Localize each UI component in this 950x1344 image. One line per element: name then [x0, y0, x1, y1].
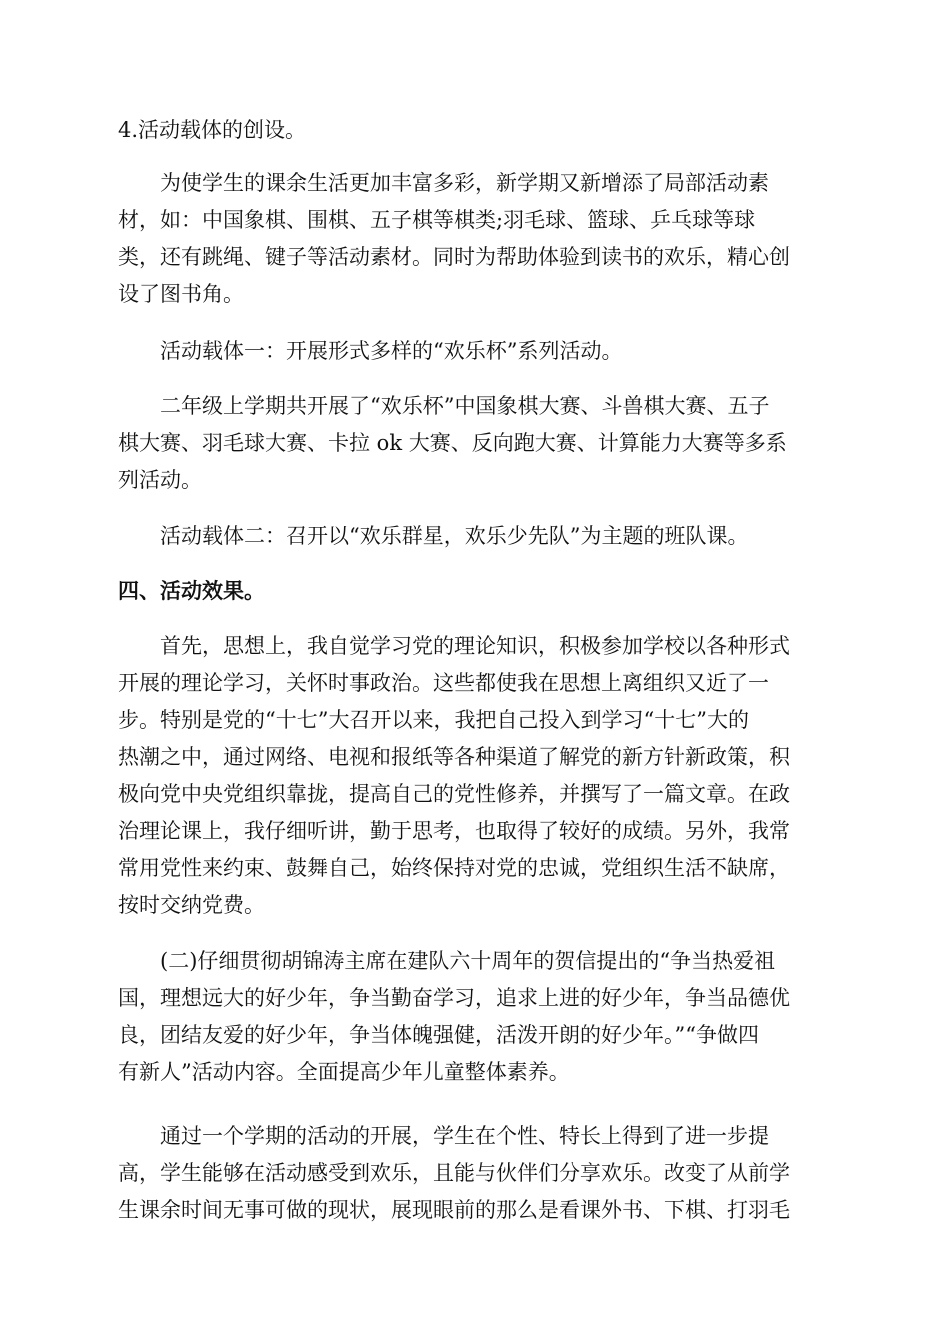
paragraph-activity-materials — [118, 165, 830, 313]
activity-carrier-one — [118, 333, 830, 370]
text-line: 良，团结友爱的好少年，争当体魄强健，活泼开朗的好少年。”“争做四 — [118, 1023, 759, 1047]
text-line: 材，如：中国象棋、围棋、五子棋等棋类;羽毛球、篮球、乒乓球等球 — [118, 208, 756, 232]
text-line: 热潮之中，通过网络、电视和报纸等各种渠道了解党的新方针新政策，积 — [118, 745, 790, 769]
text-line: 高，学生能够在活动感受到欢乐，且能与伙伴们分享欢乐。改变了从前学 — [118, 1161, 790, 1185]
paragraph-ideological-study — [118, 628, 830, 924]
paragraph-semester-results — [118, 1118, 830, 1229]
text-line: (二)仔细贯彻胡锦涛主席在建队六十周年的贺信提出的“争当热爱祖 — [118, 949, 776, 973]
text-line: 步。特别是党的“十七”大召开以来，我把自己投入到学习“十七”大的 — [118, 708, 749, 732]
text-line: 活动载体二：召开以“欢乐群星，欢乐少先队”为主题的班队课。 — [118, 524, 749, 548]
section-4-title — [118, 112, 830, 149]
text-line: 极向党中央党组织靠拢，提高自己的党性修养，并撰写了一篇文章。在政 — [118, 782, 790, 806]
text-line: 棋大赛、羽毛球大赛、卡拉 ok 大赛、反向跑大赛、计算能力大赛等多系 — [118, 431, 787, 455]
text-line: 活动载体一：开展形式多样的“欢乐杯”系列活动。 — [118, 339, 623, 363]
text-line: 开展的理论学习，关怀时事政治。这些都使我在思想上离组织又近了一 — [118, 671, 769, 695]
text-line: 按时交纳党费。 — [118, 893, 265, 917]
activity-carrier-two — [118, 518, 830, 555]
text-line: 通过一个学期的活动的开展，学生在个性、特长上得到了进一步提 — [118, 1124, 769, 1148]
text-line: 常用党性来约束、鼓舞自己，始终保持对党的忠诚，党组织生活不缺席， — [118, 856, 790, 880]
text-line: 4.活动载体的创设。 — [118, 118, 307, 142]
text-line: 设了图书角。 — [118, 282, 244, 306]
text-line: 四、活动效果。 — [118, 579, 265, 603]
text-line: 生课余时间无事可做的现状，展现眼前的那么是看课外书、下棋、打羽毛 — [118, 1198, 790, 1222]
text-line: 国，理想远大的好少年，争当勤奋学习，追求上进的好少年，争当品德优 — [118, 986, 790, 1010]
text-line: 为使学生的课余生活更加丰富多彩，新学期又新增添了局部活动素 — [118, 171, 769, 195]
paragraph-good-youth — [118, 943, 830, 1091]
section-heading-activity-effects — [118, 573, 830, 610]
text-line: 二年级上学期共开展了“欢乐杯”中国象棋大赛、斗兽棋大赛、五子 — [118, 394, 770, 418]
text-line: 有新人”活动内容。全面提高少年儿童整体素养。 — [118, 1060, 570, 1084]
paragraph-happy-cup-events — [118, 388, 830, 499]
text-line: 列活动。 — [118, 468, 202, 492]
text-line: 治理论课上，我仔细听讲，勤于思考，也取得了较好的成绩。另外，我常 — [118, 819, 790, 843]
text-line: 首先，思想上，我自觉学习党的理论知识，积极参加学校以各种形式 — [118, 634, 790, 658]
text-line: 类，还有跳绳、键子等活动素材。同时为帮助体验到读书的欢乐，精心创 — [118, 245, 790, 269]
